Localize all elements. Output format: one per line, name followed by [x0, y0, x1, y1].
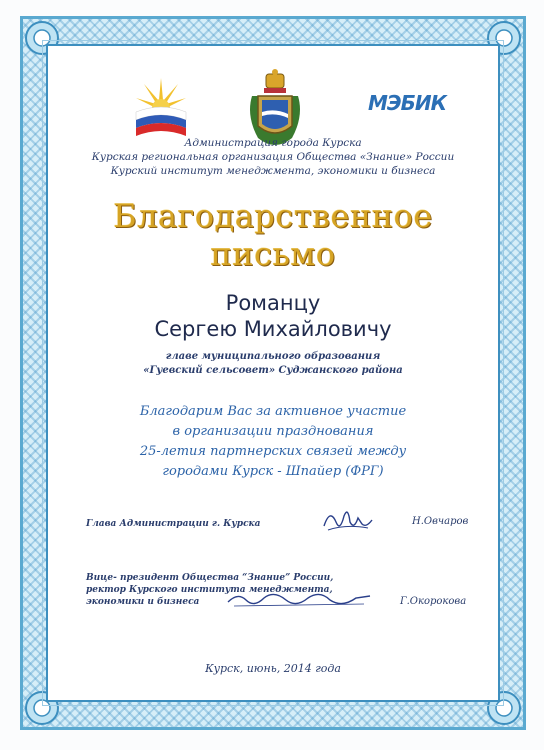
- place-and-date: Курск, июнь, 2014 года: [205, 662, 341, 675]
- mebik-logo: МЭБИК: [368, 91, 446, 115]
- signatory-title: ректор Курского института менеджмента,: [86, 585, 333, 595]
- recipient-position: главе муниципального образования: [165, 351, 381, 362]
- issuer-line: Администрация города Курска: [184, 137, 362, 149]
- handwritten-signature: [320, 502, 374, 536]
- thanks-line: в организации празднования: [172, 424, 374, 439]
- thanks-line: Благодарим Вас за активное участие: [139, 404, 407, 419]
- signatory-name: Г.Окорокова: [400, 596, 467, 607]
- signatory-title: Вице- президент Общества “Знание” России,: [86, 573, 334, 583]
- handwritten-signature: [224, 586, 374, 612]
- recipient-given-name: Сергею Михайловичу: [154, 317, 392, 341]
- issuer-line: Курская региональная организация Общества «Знание» России: [91, 151, 455, 163]
- recipient-surname: Романцу: [225, 291, 321, 315]
- certificate-content: [46, 44, 500, 702]
- signatory-title: экономики и бизнеса: [86, 597, 200, 607]
- document-title: Благодарственное: [113, 197, 433, 235]
- recipient-position: «Гуевский сельсовет» Суджанского района: [143, 365, 403, 376]
- signatory-name: Н.Овчаров: [412, 516, 469, 527]
- issuer-line: Курский институт менеджмента, экономики и бизнеса: [110, 165, 436, 177]
- thanks-line: 25-летия партнерских связей между: [139, 444, 407, 459]
- flag-sunrise-logo: [132, 72, 190, 142]
- document-title: письмо: [210, 235, 336, 273]
- thanks-line: городами Курск - Шпайер (ФРГ): [162, 464, 384, 479]
- signatory-title: Глава Администрации г. Курска: [86, 519, 261, 529]
